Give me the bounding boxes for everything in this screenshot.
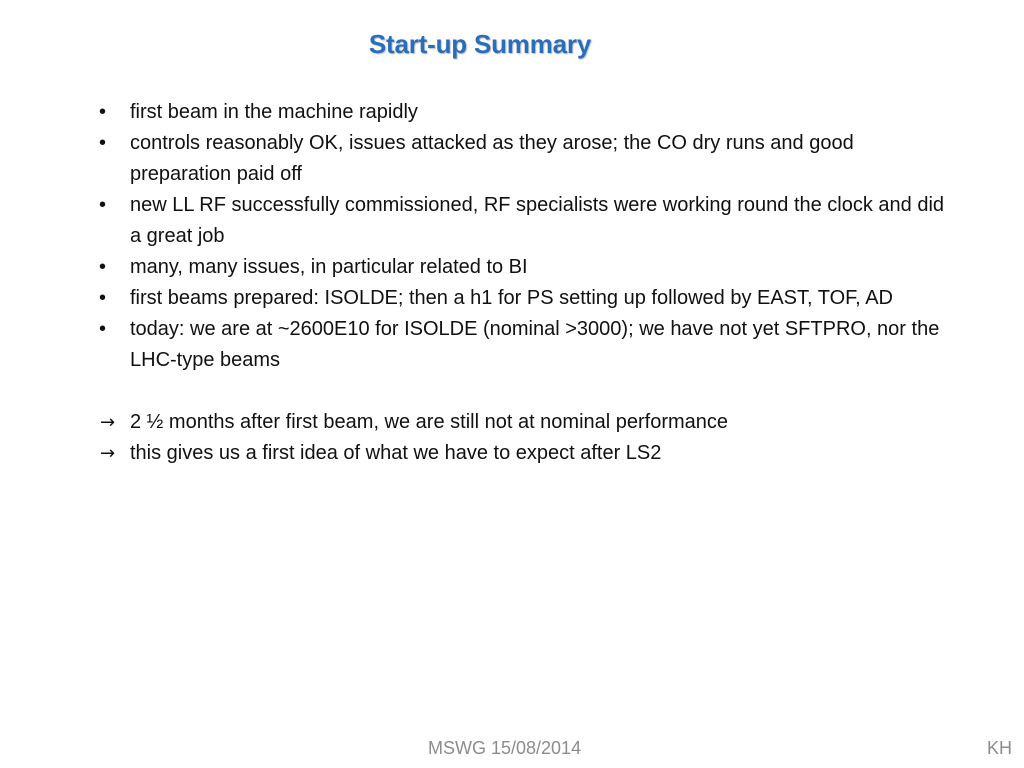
conclusion-item [95,438,945,469]
arrow-right-icon: → [100,443,116,464]
bullet-icon: • [99,194,107,216]
bullet-icon: • [99,318,107,340]
bullet-icon: • [99,287,107,309]
footer-author: KH [986,738,1012,758]
bullet-icon: • [99,256,107,278]
bullet-icon: • [99,101,107,123]
bullet-text: first beam in the machine rapidly [130,101,418,123]
bullet-item [95,190,945,252]
bullet-text: first beams prepared: ISOLDE; then a h1 for PS setting up followed by EAST, TOF, AD [130,287,893,309]
bullet-list [95,97,945,376]
slide-body [95,97,945,469]
bullet-text: new LL RF successfully commissioned, RF specialists were working round the clock and did a great job [130,194,945,247]
footer-date: MSWG 15/08/2014 [428,738,582,758]
bullet-item [95,283,945,314]
conclusion-text: this gives us a first idea of what we have to expect after LS2 [130,442,662,464]
spacer [95,376,945,407]
slide-title: Start-up Summary [368,29,592,59]
bullet-item [95,128,945,190]
conclusion-item [95,407,945,438]
bullet-text: many, many issues, in particular related to BI [130,256,528,278]
bullet-item [95,252,945,283]
bullet-icon: • [99,132,107,154]
arrow-right-icon: → [100,412,116,433]
bullet-text: controls reasonably OK, issues attacked as they arose; the CO dry runs and good preparation paid off [130,132,854,185]
bullet-text: today: we are at ~2600E10 for ISOLDE (nominal >3000); we have not yet SFTPRO, nor the LHC-type beams [130,318,940,371]
bullet-item [95,314,945,376]
bullet-item [95,97,945,128]
conclusion-text: 2 ½ months after first beam, we are still not at nominal performance [130,411,729,433]
